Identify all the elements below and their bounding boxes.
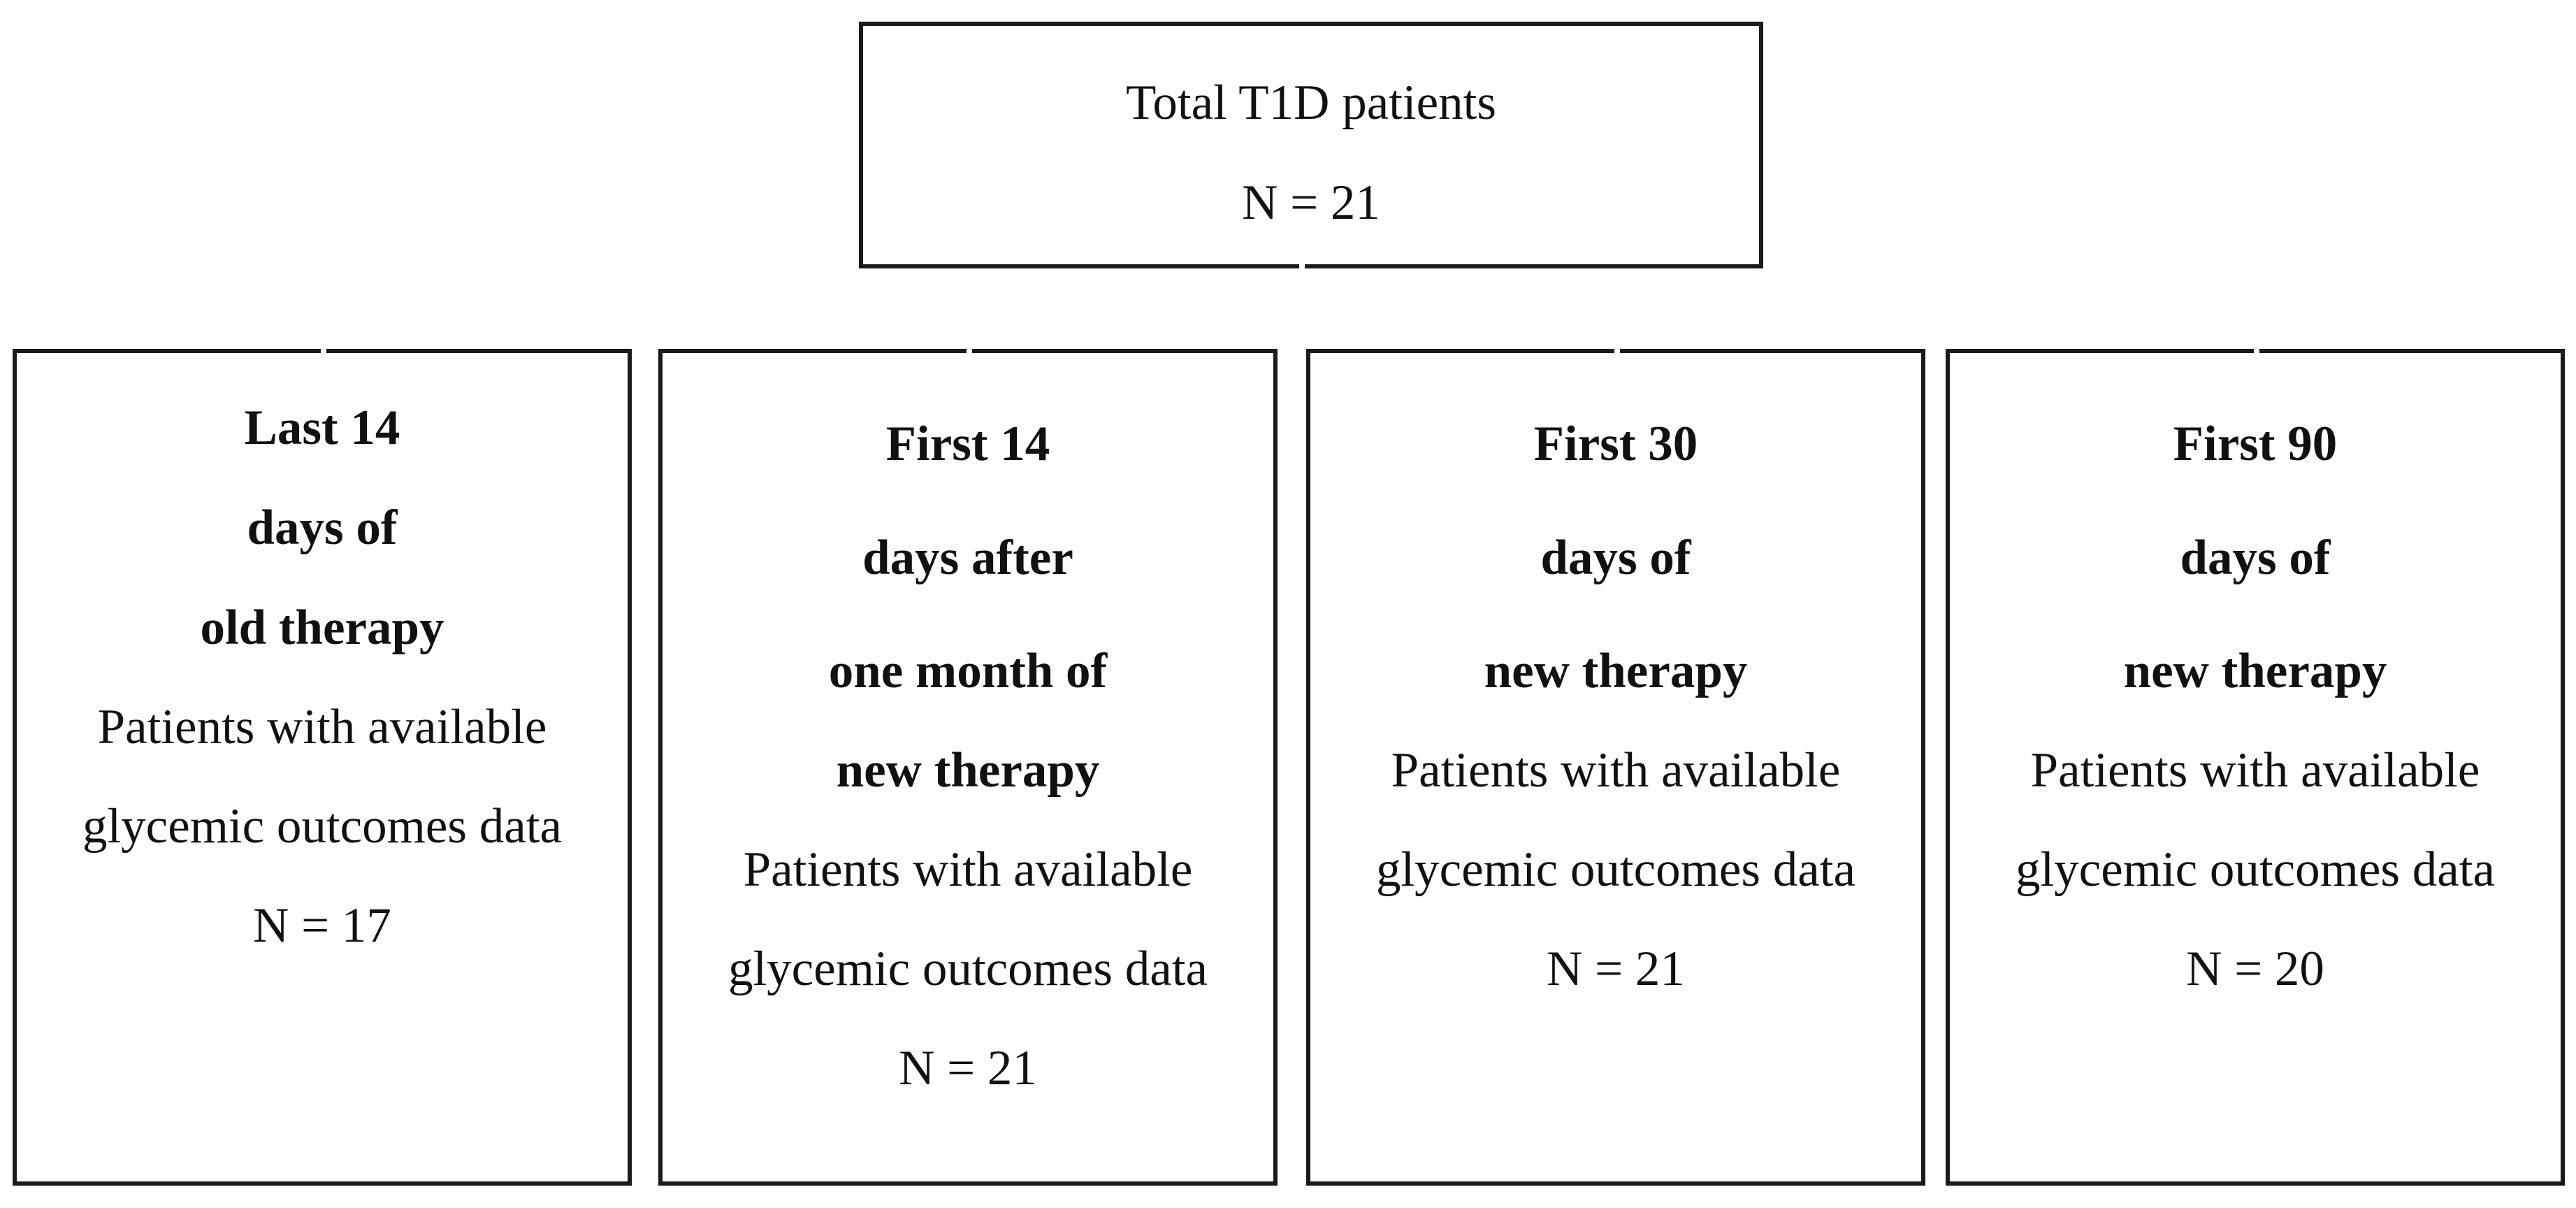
group-heading-line: First 14 [885,417,1050,471]
group-description-line: glycemic outcomes data [728,942,1208,996]
group-heading-line: First 30 [1533,417,1698,471]
group-heading-line: days after [862,531,1073,585]
connector-tick [1299,264,1305,268]
group-heading-line: days of [247,501,398,555]
group-heading-line: days of [1540,531,1691,585]
group-description-line: Patients with available [97,700,547,754]
group-count: N = 20 [2186,942,2324,996]
group-heading-line: new therapy [1484,644,1748,698]
total-patients-count: N = 21 [1242,175,1380,230]
group-box-first-14-after-one-month [658,349,1278,1186]
group-description-line: glycemic outcomes data [82,799,563,854]
group-count: N = 21 [899,1041,1037,1095]
connector-tick [967,349,972,353]
group-heading-line: Last 14 [244,401,400,455]
group-count: N = 21 [1547,942,1685,996]
group-heading-line: First 90 [2173,417,2338,471]
connector-tick [2254,349,2259,353]
group-box-last-14-old-therapy [13,349,632,1186]
group-description-line: Patients with available [1391,743,1841,798]
group-box-first-90-new-therapy [1946,349,2565,1186]
total-patients-title: Total T1D patients [1125,76,1497,130]
group-description-line: Patients with available [743,842,1193,897]
group-heading-line: new therapy [836,743,1100,798]
connector-tick [1614,349,1620,353]
group-box-first-30-new-therapy [1306,349,1925,1186]
group-description-line: glycemic outcomes data [1375,842,1856,897]
connector-tick [321,349,326,353]
group-heading-line: old therapy [200,601,444,655]
group-heading-line: one month of [828,644,1108,698]
total-patients-box [859,22,1763,268]
group-count: N = 17 [253,898,391,953]
group-heading-line: new therapy [2123,644,2387,698]
group-description-line: Patients with available [2030,743,2480,798]
group-description-line: glycemic outcomes data [2015,842,2496,897]
group-heading-line: days of [2180,531,2331,585]
